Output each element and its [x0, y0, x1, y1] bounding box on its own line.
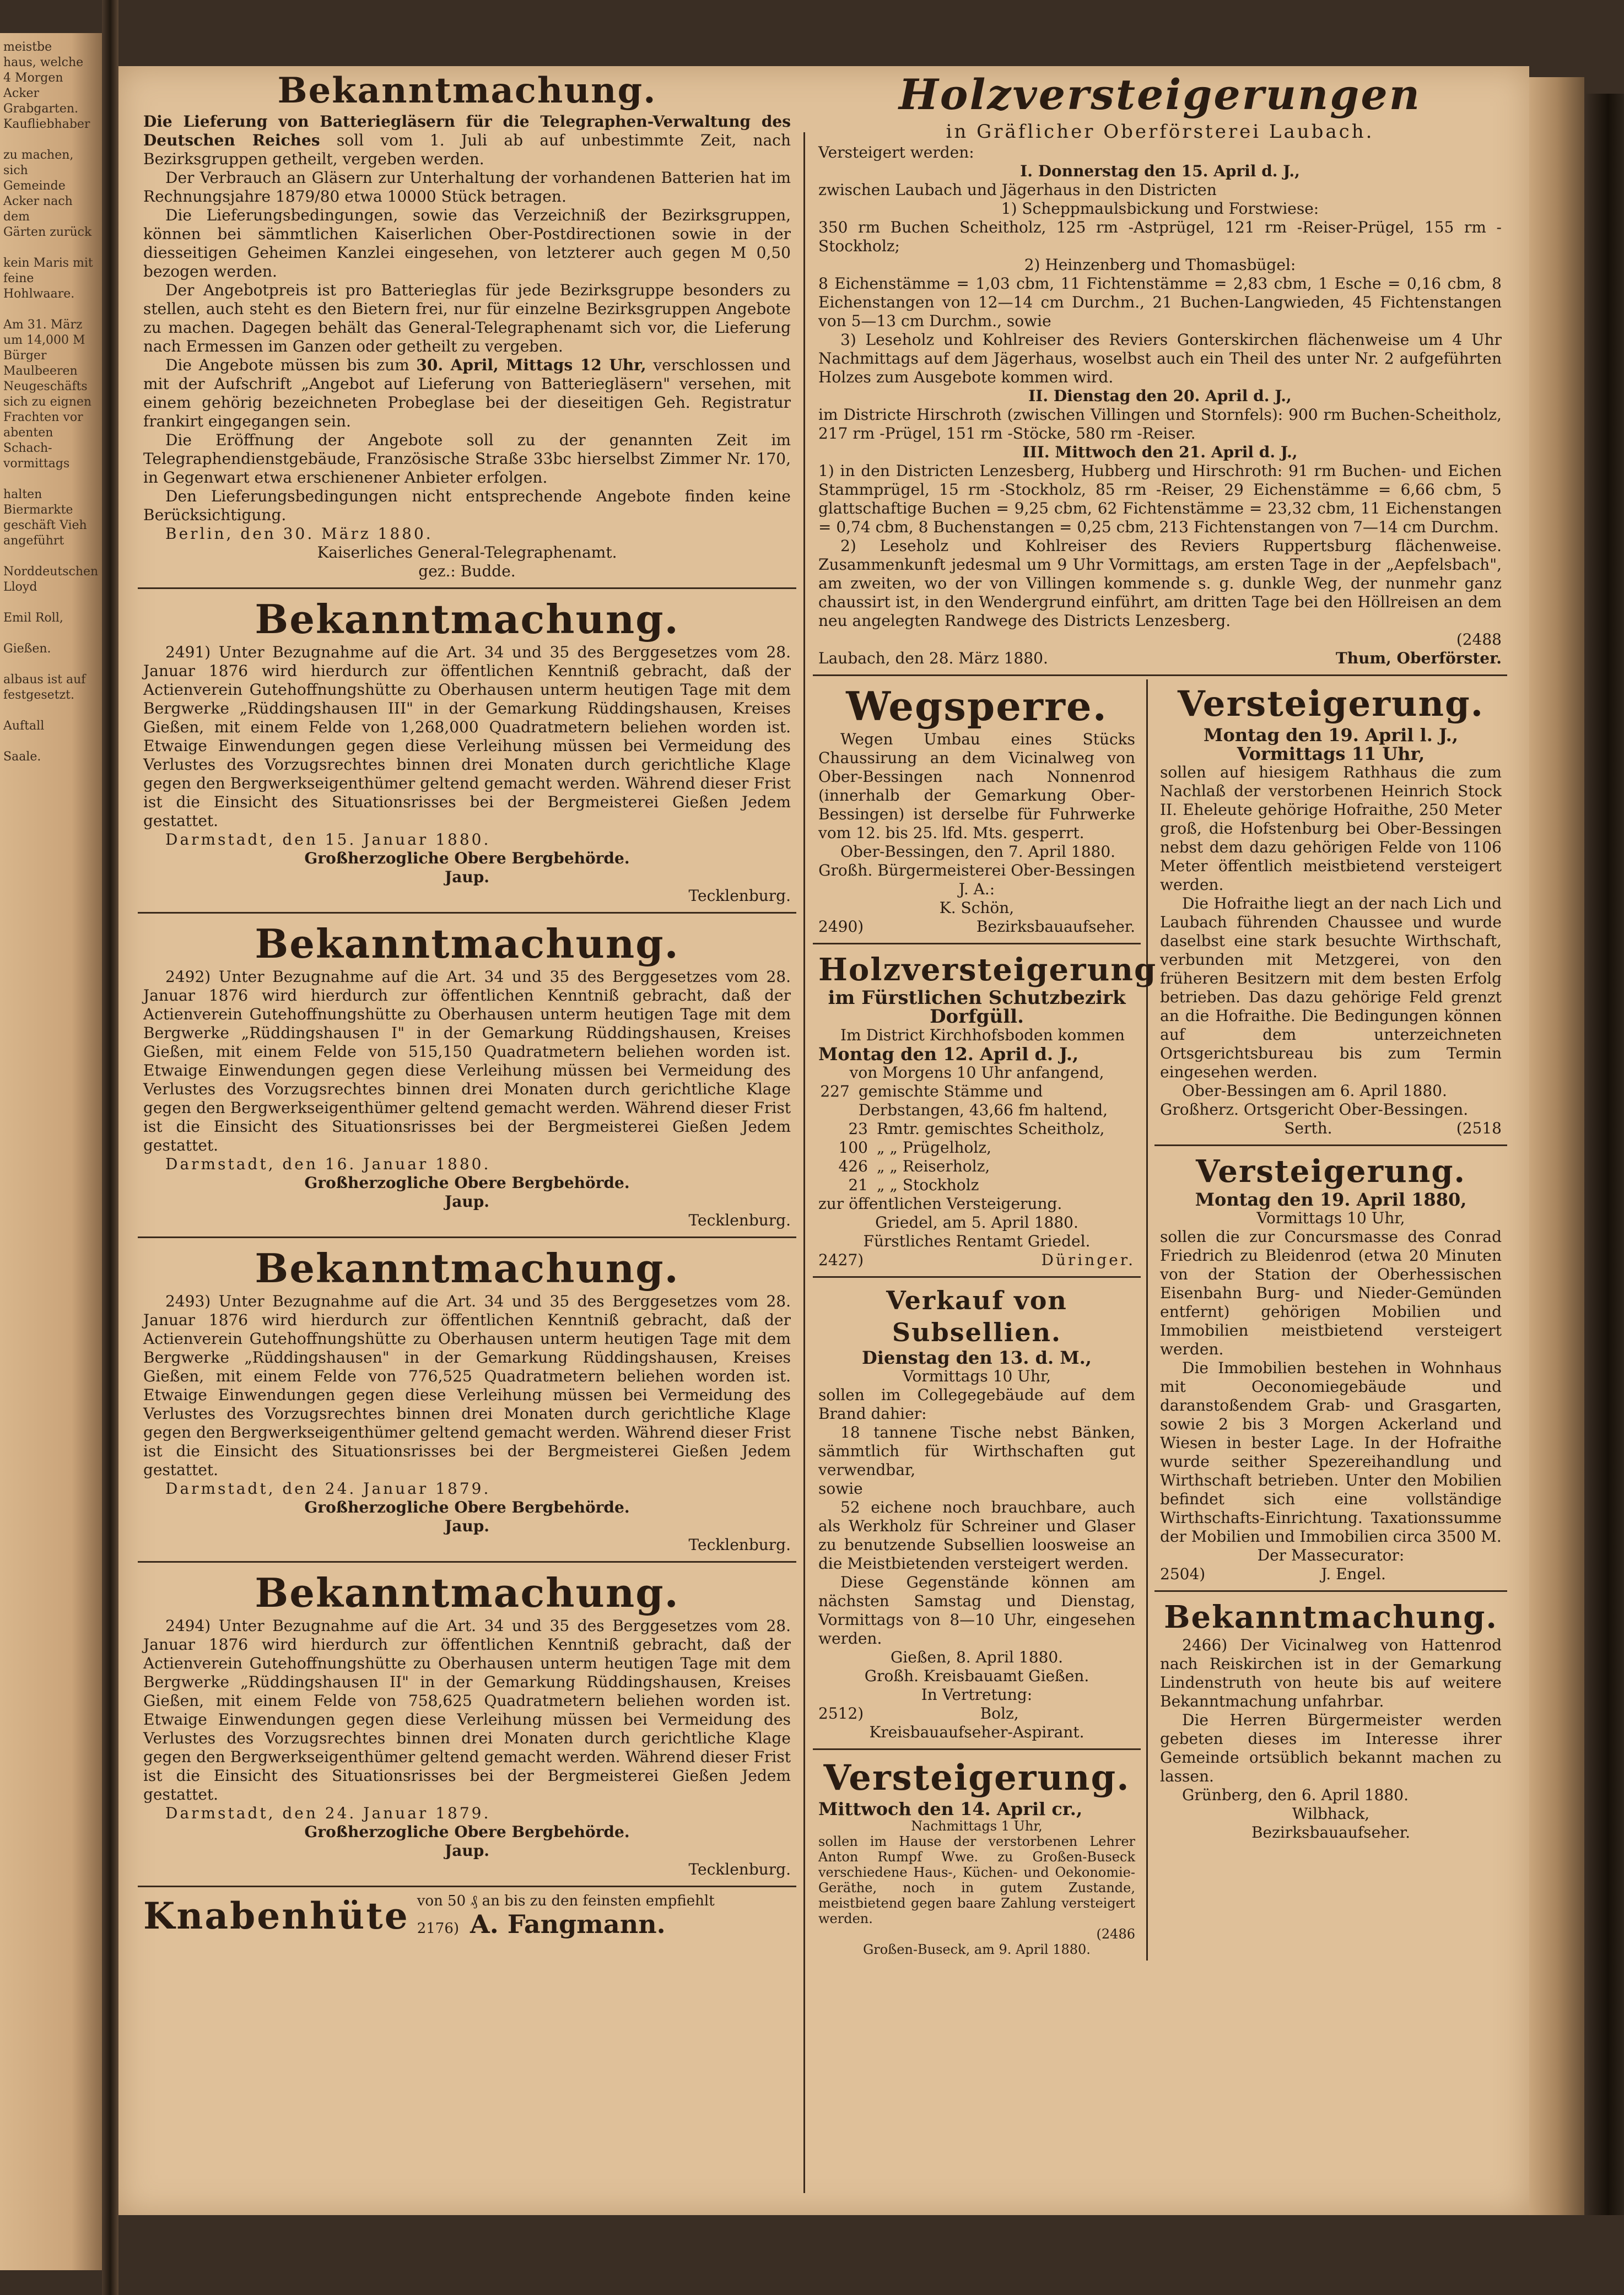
ad-place: zwischen Laubach und Jägerhaus in den Districten — [818, 181, 1217, 199]
ad-text: Die Immobilien bestehen in Wohnhaus mit Oeconomiegebäude und daranstoßendem Grab- und Grasgarten, sowie 2 bis 3 Morgen Ackerland und Wiesen in bester Lage. In der Hofraithe wurde seither Spezereihandlung und Wirthschaft betrieben. Unter den Mobilien befindet sich eine vollständige Wirthschafts-Einrichtung. Taxationssumme der Mobilien und Immobilien circa 3500 M. — [1160, 1359, 1502, 1546]
page-edge — [1529, 77, 1584, 2215]
ad-authority: Fürstliches Rentamt Griedel. — [863, 1232, 1091, 1250]
divider — [813, 1748, 1141, 1750]
ad-knaben-text: von 50 ₰ an bis zu den feinsten empfiehlt — [417, 1893, 715, 1909]
divider — [138, 1886, 796, 1887]
ad-date-line: Montag den 12. April d. J., — [818, 1044, 1079, 1065]
ad-date: Ober-Bessingen am 6. April 1880. — [1182, 1082, 1447, 1100]
ad-signer: J. Engel. — [1321, 1565, 1386, 1583]
ad-versteigerung-friedrich — [1154, 1149, 1507, 1587]
ad-vertretung: In Vertretung: — [921, 1686, 1033, 1704]
ad-authority: Großherzogliche Obere Bergbehörde. — [304, 1174, 630, 1192]
left-page-text: meistbe haus, welche 4 Morgen Acker Grabgarten. Kaufliebhaber zu machen, sich Gemeinde Acker nach dem Gärten zurück kein Maris mit feine Hohlwaare. Am 31. März um 14,000 M Bürger Maulbeeren Neugeschäfts sich zu eignen Frachten vor abenten Schach- vormittags halten Biermarkte geschäft Vieh angeführt Norddeutschen Lloyd Emil Roll, Gießen. albaus ist auf festgesetzt. Auftall Saale. — [3, 40, 99, 764]
ad-title: Versteigerung. — [823, 1757, 1130, 1799]
subcolumn-right — [1148, 679, 1507, 1961]
ad-number: (2518 — [1456, 1119, 1502, 1137]
wood-lot-row: 21 „ „ Stockholz — [848, 1176, 979, 1194]
ad-date: Griedel, am 5. April 1880. — [875, 1213, 1078, 1232]
ad-paragraph: Der Verbrauch an Gläsern zur Unterhaltung der vorhandenen Batterien hat im Rechnungsjahre 1879/80 etwa 10000 Stück betragen. — [143, 169, 791, 206]
ad-bergwerk-i — [138, 917, 796, 1233]
ad-knaben-title: Knabenhüte — [143, 1894, 409, 1937]
ad-date-3: III. Mittwoch den 21. April d. J., — [1022, 443, 1298, 461]
ad-signer: Jaup. — [444, 1842, 490, 1860]
ad-bergwerk-iii — [138, 592, 796, 909]
ad-date-2: II. Dienstag den 20. April d. J., — [1028, 387, 1292, 405]
ad-authority: Großherzogliche Obere Bergbehörde. — [304, 849, 630, 867]
ad-authority: Großherzogliche Obere Bergbehörde. — [304, 1498, 630, 1516]
book-gutter — [102, 0, 118, 2295]
ad-deadline-intro: Die Angebote müssen bis zum — [165, 356, 409, 374]
ad-date: Berlin, den 30. März 1880. — [165, 525, 433, 543]
ad-signer: Wilbhack, — [1292, 1805, 1370, 1823]
ad-title: Bekanntmachung. — [255, 920, 679, 967]
ad-versteigerung-buseck — [813, 1753, 1141, 1961]
ad-paragraph: Den Lieferungsbedingungen nicht entsprechende Angebote finden keine Berücksichtigung. — [143, 487, 791, 524]
ad-countersign: Tecklenburg. — [688, 887, 791, 905]
ad-time: von Morgens 10 Uhr anfangend, — [849, 1063, 1104, 1082]
ad-text: 350 rm Buchen Scheitholz, 125 rm -Astprügel, 121 rm -Reiser-Prügel, 155 rm -Stockholz; — [818, 218, 1502, 255]
divider — [138, 912, 796, 914]
ad-text: 2) Leseholz und Kohlreiser des Reviers Ruppertsburg flächenweise. Zusammenkunft jedesmal um 9 Uhr Vormittags, am ersten Tage in der „Aepfelsbach", am zweiten, wo der von Villingen kommende s. g. dunkle Weg, der nunmehr ganz chaussirt ist, in den Wendergrund einführt, am dritten Tage bei den Höllreisen an dem neu angelegten Randwege des Districts Lenzesberg. — [818, 537, 1502, 630]
ad-text: Wegen Umbau eines Stücks Chaussirung an dem Vicinalweg von Ober-Bessingen nach Nonnenrod (innerhalb der Gemarkung Ober-Bessingen) ist derselbe für Fuhrwerke vom 12. bis 25. lfd. Mts. gesperrt. — [818, 730, 1135, 842]
ad-text: sollen die zur Concursmasse des Conrad Friedrich zu Bleidenrod (etwa 20 Minuten von der Station der Oberhessischen Eisenbahn Burg- und Nieder-Gemünden entfernt) gehörigen Mobilien und Immobilien meistbietend versteigert werden. — [1160, 1228, 1502, 1358]
left-column — [138, 66, 796, 2215]
right-subcolumns — [813, 679, 1507, 1961]
ad-text: sowie — [818, 1479, 863, 1498]
right-column — [813, 66, 1507, 2215]
ad-paragraph: Die Eröffnung der Angebote soll zu der genannten Zeit im Telegraphendienstgebäude, Französische Straße 33bc hierselbst Zimmer Nr. 170, in Gegenwart etwa erschienener Anbieter erfolgen. — [143, 431, 791, 487]
ad-date: Grünberg, den 6. April 1880. — [1182, 1786, 1409, 1804]
ad-knaben-num: 2176) — [417, 1920, 459, 1937]
ad-text: 2493) Unter Bezugnahme auf die Art. 34 und 35 des Berggesetzes vom 28. Januar 1876 wird hierdurch zur öffentlichen Kenntniß gebracht, daß der Actienverein Gutehoffnungshütte zu Oberhausen unterm heutigen Tage mit dem Bergwerke „Rüddingshausen" in der Gemarkung Rüddingshausen, Kreises Gießen, mit einem Felde von 776,525 Quadratmetern beliehen worden ist. Etwaige Einwendungen gegen diese Verleihung müssen bei Vermeidung des Verlustes des Vorzugsrechtes binnen drei Monaten durch gerichtliche Klage gegen den Bergwerkseigenthümer geltend gemacht werden. Während dieser Frist ist die Einsicht des Situationsrisses bei der Bergmeisterei Gießen Jedem gestattet. — [143, 1292, 791, 1479]
divider — [138, 1236, 796, 1238]
ad-time: Vormittags 10 Uhr, — [1256, 1209, 1405, 1227]
ad-text: 52 eichene noch brauchbare, auch als Werkholz für Schreiner und Glaser zu benutzende Subsellien loosweise an die Meistbietenden versteigert werden. — [818, 1498, 1135, 1573]
ad-signer: Serth. — [1284, 1119, 1332, 1137]
ad-text: 2492) Unter Bezugnahme auf die Art. 34 und 35 des Berggesetzes vom 28. Januar 1876 wird hierdurch zur öffentlichen Kenntniß gebracht, daß der Actienverein Gutehoffnungshütte zu Oberhausen unterm heutigen Tage mit dem Bergwerke „Rüddingshausen I" in der Gemarkung Rüddingshausen, Kreises Gießen, mit einem Felde von 515,150 Quadratmetern beliehen worden ist. Etwaige Einwendungen gegen diese Verleihung müssen bei Vermeidung des Verlustes des Vorzugsrechtes binnen drei Monaten durch gerichtliche Klage gegen den Bergwerkseigenthümer geltend gemacht werden. Während dieser Frist ist die Einsicht des Situationsrisses bei der Bergmeisterei Gießen Jedem gestattet. — [143, 968, 791, 1154]
ad-district: 2) Heinzenberg und Thomasbügel: — [1024, 256, 1296, 274]
ad-bergwerk-ii — [138, 1566, 796, 1882]
ad-subtitle: im Fürstlichen Schutzbezirk Dorfgüll. — [828, 987, 1126, 1028]
ad-countersign: Tecklenburg. — [688, 1860, 791, 1878]
ad-verkauf-subsellien — [813, 1281, 1141, 1745]
divider — [813, 1276, 1141, 1278]
ad-title: Verkauf von Subsellien. — [886, 1286, 1067, 1347]
ad-role: Bezirksbauaufseher. — [1251, 1823, 1411, 1842]
ad-title: Versteigerung. — [1177, 683, 1485, 725]
ad-text: sollen im Collegegebäude auf dem Brand dahier: — [818, 1386, 1135, 1423]
ad-signer: gez.: Budde. — [418, 562, 516, 580]
ad-deadline: 30. April, Mittags 12 Uhr, — [416, 356, 646, 374]
divider — [138, 1561, 796, 1563]
ad-date-line: Montag den 19. April l. J., Vormittags 11 Uhr, — [1204, 725, 1458, 764]
ad-number: 2427) — [818, 1251, 864, 1269]
ad-number: 2504) — [1160, 1565, 1206, 1583]
ad-date-1: I. Donnerstag den 15. April d. J., — [1020, 162, 1300, 180]
ad-title: Holzversteigerung — [818, 952, 1157, 988]
ad-signer: Jaup. — [444, 868, 490, 886]
ad-date: Ober-Bessingen, den 7. April 1880. — [840, 843, 1116, 861]
ad-bekanntmachung-vicinalweg — [1154, 1595, 1507, 1845]
ad-date: Darmstadt, den 24. Januar 1879. — [165, 1804, 491, 1822]
divider — [813, 674, 1507, 676]
ad-text: 1) in den Districten Lenzesberg, Hubberg und Hirschroth: 91 rm Buchen- und Eichen Stammprügel, 15 rm -Stockholz, 85 rm -Reiser, 29 Eichenstämme = 6,66 cbm, 5 glattschaftige Buchen = 9,25 cbm, 62 Fichtenstämme = 23,32 cbm, 11 Eichenstangen = 0,74 cbm, 8 Buchenstangen = 0,25 cbm, 213 Fichtenstangen von 7—14 cm Durchm. — [818, 462, 1502, 536]
ad-batterieglaeser — [138, 66, 796, 584]
ad-outro: zur öffentlichen Versteigerung. — [818, 1195, 1062, 1213]
ad-paragraph: Der Angebotpreis ist pro Batterieglas für jede Bezirksgruppe besonders zu stellen, auch steht es den Bietern frei, nur für einzelne Bezirksgruppen Angebote zu machen. Dagegen behält das General-Telegraphenamt sich vor, die Lieferung nach Ermessen im Ganzen oder getheilt zu vergeben. — [143, 281, 791, 355]
wood-lot-row: 100 „ „ Prügelholz, — [838, 1138, 992, 1157]
ad-date: Darmstadt, den 15. Januar 1880. — [165, 830, 491, 849]
book-binding — [1584, 94, 1624, 2215]
ad-knaben-name: A. Fangmann. — [470, 1909, 666, 1939]
column-rule — [803, 132, 805, 2193]
ad-signer: Jaup. — [444, 1192, 490, 1211]
ad-date: Großen-Buseck, am 9. April 1880. — [863, 1942, 1091, 1957]
ad-authority: Großherzogliche Obere Bergbehörde. — [304, 1823, 630, 1841]
divider — [1154, 1144, 1507, 1146]
wood-lot-table — [818, 1082, 1135, 1195]
ad-text: 2491) Unter Bezugnahme auf die Art. 34 und 35 des Berggesetzes vom 28. Januar 1876 wird hierdurch zur öffentlichen Kenntniß gebracht, daß der Actienverein Gutehoffnungshütte zu Oberhausen unterm heutigen Tage mit dem Bergwerke „Rüddingshausen III" in der Gemarkung Rüddingshausen, Kreises Gießen, mit einem Felde von 1,268,000 Quadratmetern beliehen worden ist. Etwaige Einwendungen gegen diese Verleihung müssen bei Vermeidung des Verlustes des Vorzugsrechtes binnen drei Monaten durch gerichtliche Klage gegen den Bergwerkseigenthümer geltend gemacht werden. Während dieser Frist ist die Einsicht des Situationsrisses bei der Bergmeisterei Gießen Jedem gestattet. — [143, 643, 791, 830]
ad-number: (2486 — [1096, 1926, 1135, 1942]
ad-title: Bekanntmachung. — [277, 70, 657, 111]
ad-title: Bekanntmachung. — [255, 1245, 679, 1292]
ad-date: Laubach, den 28. März 1880. — [818, 649, 1048, 667]
ad-time: Nachmittags 1 Uhr, — [911, 1818, 1043, 1834]
ad-title: Holzversteigerungen — [899, 70, 1421, 119]
ad-subtitle: in Gräflicher Oberförsterei Laubach. — [946, 121, 1374, 143]
ad-text: 2466) Der Vicinalweg von Hattenrod nach Reiskirchen ist in der Gemarkung Lindenstruth von heute bis auf weitere Bekanntmachung unfahrbar. — [1160, 1636, 1502, 1710]
ad-wegsperre — [813, 679, 1141, 939]
ad-date-line: Dienstag den 13. d. M., — [862, 1347, 1092, 1368]
ad-number: 2512) — [818, 1704, 864, 1722]
ad-title: Bekanntmachung. — [1164, 1599, 1498, 1635]
divider — [813, 943, 1141, 944]
ad-ia: J. A.: — [958, 880, 995, 898]
ad-text: 3) Leseholz und Kohlreiser des Reviers Gonterskirchen flächenweise um 4 Uhr Nachmittags auf dem Jägerhaus, woselbst auch ein Theil des unter Nr. 2 aufgeführten Holzes zum Ausgebote kommen wird. — [818, 331, 1502, 386]
ad-signer: K. Schön, — [939, 899, 1015, 917]
divider — [138, 587, 796, 589]
ad-countersign: Tecklenburg. — [688, 1211, 791, 1229]
ad-countersign: Tecklenburg. — [688, 1536, 791, 1554]
ad-number: 2490) — [818, 917, 864, 936]
ad-lead: Die Lieferung von Batteriegläsern für die Telegraphen-Verwaltung des Deutschen Reiches — [143, 112, 791, 149]
ad-date: Darmstadt, den 24. Januar 1879. — [165, 1479, 491, 1498]
ad-title: Bekanntmachung. — [255, 596, 679, 642]
ad-knabenhuete — [138, 1891, 796, 1941]
left-page-fragment — [0, 33, 102, 2270]
ad-district: 1) Scheppmaulsbickung und Forstwiese: — [1001, 199, 1319, 218]
ad-deadline-rest: verschlossen und mit der Aufschrift „Angebot auf Lieferung von Batteriegläsern" versehen, mit einem gehörig bezeichneten Probeglase bei der dieseitigen Geh. Registratur frankirt eingegangen sein. — [143, 356, 791, 430]
ad-signer: Thum, Oberförster. — [1335, 649, 1502, 667]
subcolumn-left — [813, 679, 1157, 1961]
ad-intro: Im District Kirchhofsboden kommen — [840, 1026, 1125, 1044]
ad-text: Diese Gegenstände können am nächsten Samstag und Dienstag, Vormittags von 8—10 Uhr, eingesehen werden. — [818, 1573, 1135, 1648]
ad-title: Bekanntmachung. — [255, 1569, 679, 1616]
ad-time: Vormittags 10 Uhr, — [902, 1367, 1051, 1385]
ad-signer: Bolz, — [980, 1704, 1019, 1722]
ad-date-line: Montag den 19. April 1880, — [1195, 1189, 1467, 1210]
ad-text: sollen auf hiesigem Rathhaus die zum Nachlaß der verstorbenen Heinrich Stock II. Eheleute gehörige Hofraithe, 250 Meter groß, die Hofstenburg bei Ober-Bessingen nebst dem dazu gehörigen Felde von 1106 Meter öffentlich meistbietend versteigert werden. — [1160, 763, 1502, 894]
ad-signer: Jaup. — [444, 1517, 490, 1535]
ad-date: Darmstadt, den 16. Januar 1880. — [165, 1155, 491, 1173]
ad-role: Der Massecurator: — [1257, 1546, 1405, 1564]
ad-date-line: Mittwoch den 14. April cr., — [818, 1799, 1083, 1819]
ad-text: im Districte Hirschroth (zwischen Villingen und Stornfels): 900 rm Buchen-Scheitholz, 217 rm -Prügel, 151 rm -Stöcke, 580 rm -Reiser. — [818, 406, 1502, 442]
ad-text: 18 tannene Tische nebst Bänken, sämmtlich für Wirthschaften gut verwendbar, — [818, 1423, 1135, 1479]
wood-lot-row: 426 „ „ Reiserholz, — [838, 1157, 990, 1175]
ad-authority: Kaiserliches General-Telegraphenamt. — [317, 543, 617, 561]
ad-holzversteigerungen — [813, 66, 1507, 671]
ad-authority: Großherz. Ortsgericht Ober-Bessingen. — [1160, 1100, 1469, 1119]
ad-lead-rest: soll vom 1. Juli ab auf unbestimmte Zeit, nach Bezirksgruppen getheilt, vergeben werden. — [143, 131, 791, 168]
ad-versteigerung-stock — [1154, 679, 1507, 1141]
ad-role: Bezirksbauaufseher. — [976, 917, 1135, 936]
ad-bergwerk — [138, 1241, 796, 1558]
ad-text: Die Herren Bürgermeister werden gebeten dieses im Interesse ihrer Gemeinde ortsüblich bekannt machen zu lassen. — [1160, 1711, 1502, 1785]
wood-lot-row: 227 gemischte Stämme und Derbstangen, 43,66 fm haltend, — [820, 1082, 1108, 1119]
ad-text: sollen im Hause der verstorbenen Lehrer Anton Rumpf Wwe. zu Großen-Buseck verschiedene Haus-, Küchen- und Oekonomie-Geräthe, noch in gutem Zustande, meistbietend gegen baare Zahlung versteigert werden. — [818, 1834, 1135, 1926]
ad-title: Versteigerung. — [1195, 1153, 1466, 1190]
ad-intro: Versteigert werden: — [818, 143, 974, 161]
ad-holzversteigerung-dorfguell — [813, 948, 1157, 1273]
ad-role: Kreisbauaufseher-Aspirant. — [869, 1723, 1085, 1741]
ad-text: 8 Eichenstämme = 1,03 cbm, 11 Fichtenstämme = 2,83 cbm, 1 Esche = 0,16 cbm, 8 Eichenstangen von 12—14 cm Durchm., 21 Buchen-Langwieden, 45 Fichtenstangen von 5—13 cm Durchm., sowie — [818, 274, 1502, 330]
newspaper-page — [118, 66, 1529, 2215]
ad-authority: Großh. Bürgermeisterei Ober-Bessingen — [818, 861, 1135, 879]
divider — [1154, 1590, 1507, 1592]
ad-paragraph: Die Lieferungsbedingungen, sowie das Verzeichniß der Bezirksgruppen, können bei sämmtlichen Kaiserlichen Ober-Postdirectionen sowie in der diesseitigen Geheimen Kanzlei eingesehen, von letzterer auch gegen M 0,50 bezogen werden. — [143, 206, 791, 280]
ad-title: Wegsperre. — [846, 683, 1108, 730]
ad-date: Gießen, 8. April 1880. — [890, 1648, 1064, 1666]
ad-authority: Großh. Kreisbauamt Gießen. — [864, 1667, 1089, 1685]
wood-lot-row: 23 Rmtr. gemischtes Scheitholz, — [848, 1120, 1105, 1138]
ad-text: Die Hofraithe liegt an der nach Lich und Laubach führenden Chaussee und wurde daselbst eine stark besuchte Wirthschaft, verbunden mit Metzgerei, von den früheren Besitzern mit dem besten Erfolg betrieben. Das dazu gehörige Feld grenzt an die Hofraithe. Die Bedingungen können auf dem unterzeichneten Ortsgerichtsbureau bis zum Termin eingesehen werden. — [1160, 894, 1502, 1081]
ad-signer: Düringer. — [1041, 1251, 1135, 1269]
ad-text: 2494) Unter Bezugnahme auf die Art. 34 und 35 des Berggesetzes vom 28. Januar 1876 wird hierdurch zur öffentlichen Kenntniß gebracht, daß der Actienverein Gutehoffnungshütte zu Oberhausen unterm heutigen Tage mit dem Bergwerke „Rüddingshausen II" in der Gemarkung Rüddingshausen, Kreises Gießen, mit einem Felde von 758,625 Quadratmetern beliehen worden ist. Etwaige Einwendungen gegen diese Verleihung müssen bei Vermeidung des Verlustes des Vorzugsrechtes binnen drei Monaten durch gerichtliche Klage gegen den Bergwerkseigenthümer geltend gemacht werden. Während dieser Frist ist die Einsicht des Situationsrisses bei der Bergmeisterei Gießen Jedem gestattet. — [143, 1617, 791, 1803]
ad-number: (2488 — [1456, 630, 1502, 649]
